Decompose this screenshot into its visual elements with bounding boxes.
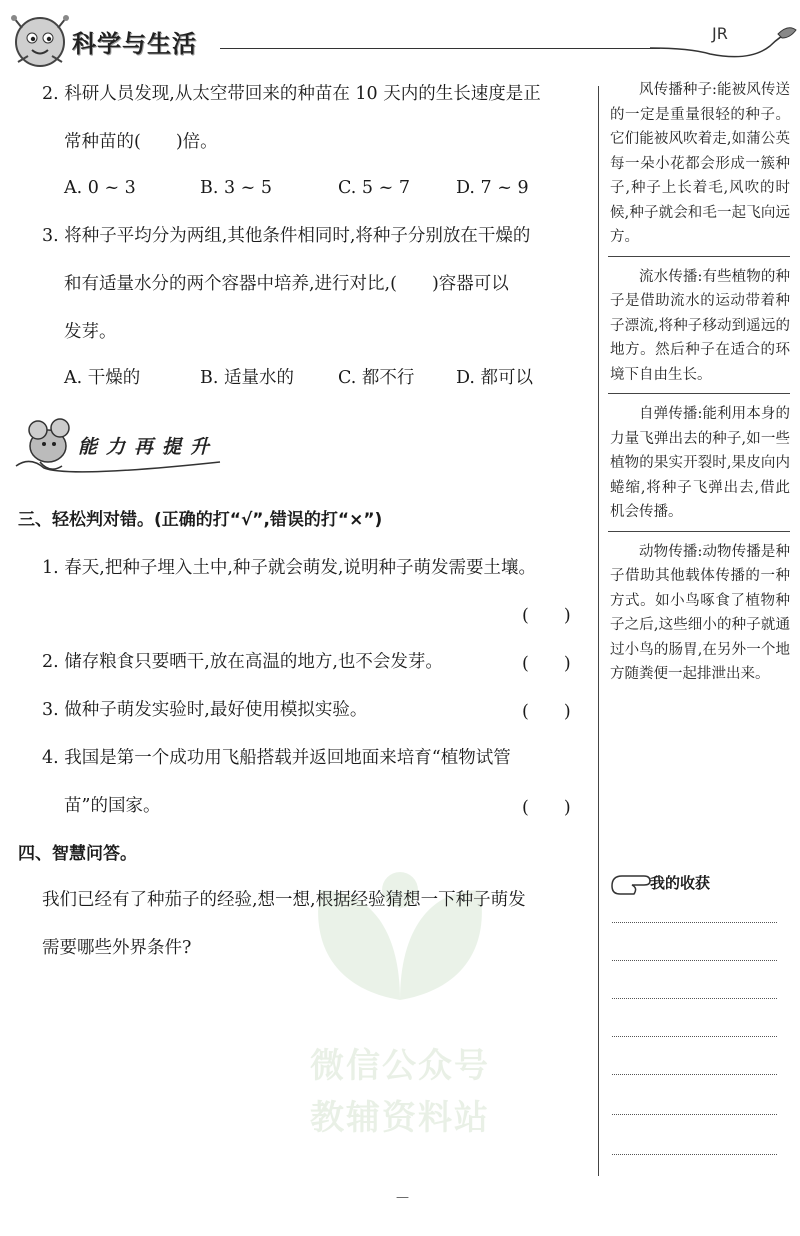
watermark-leaf-icon: [300, 850, 500, 1050]
section-banner-title: 能力再提升: [78, 436, 219, 458]
s3-item2-answer-paren: ( ): [522, 654, 571, 674]
harvest-write-line[interactable]: [612, 1036, 777, 1037]
s4-question-line2: 需要哪些外界条件?: [42, 938, 192, 958]
tip-wind: 风传播种子:能被风传送的一定是重量很轻的种子。它们能被风吹着走,如蒲公英每一朵小花都会形成一簇种子,种子上长着毛,风吹的时候,种子就会和毛一起飞向远方。: [610, 82, 790, 245]
header-code: JR: [712, 24, 728, 43]
mascot-logo-icon: [8, 10, 72, 72]
column-divider: [598, 86, 599, 1176]
sidebar-separator: [608, 393, 790, 394]
header-rule: [220, 48, 660, 49]
harvest-write-line[interactable]: [612, 998, 777, 999]
q3-line3: 发芽。: [64, 322, 117, 342]
q3-line2: 和有适量水分的两个容器中培养,进行对比,( )容器可以: [64, 274, 509, 294]
s3-item1-text: 1. 春天,把种子埋入土中,种子就会萌发,说明种子萌发需要土壤。: [42, 558, 536, 578]
q2-option-b: B. 3 ~ 5: [200, 178, 273, 198]
watermark-line1: 微信公众号: [310, 1046, 490, 1086]
tip-self: 自弹传播:能利用本身的力量飞弹出去的种子,如一些植物的果实开裂时,果皮向内蜷缩,将种子飞弹出去,借此机会传播。: [610, 406, 790, 520]
page-number: —: [396, 1190, 409, 1205]
q2-option-d: D. 7 ~ 9: [456, 178, 529, 198]
harvest-write-line[interactable]: [612, 1114, 777, 1115]
watermark-line2: 教辅资料站: [310, 1098, 490, 1138]
section3-heading: 三、轻松判对错。(正确的打“√”,错误的打“×”): [18, 510, 383, 530]
s3-item2-text: 2. 储存粮食只要晒干,放在高温的地方,也不会发芽。: [42, 652, 443, 672]
section4-heading: 四、智慧问答。: [18, 844, 137, 864]
s3-item3-answer-paren: ( ): [522, 702, 571, 722]
tip-animal: 动物传播:动物传播是种子借助其他载体传播的一种方式。如小鸟啄食了植物种子之后,这些细小的种子就通过小鸟的肠胃,在另外一个地方随粪便一起排泄出来。: [610, 543, 790, 682]
q2-line2: 常种苗的( )倍。: [64, 132, 218, 152]
harvest-write-line[interactable]: [612, 1074, 777, 1075]
harvest-write-line[interactable]: [612, 922, 777, 923]
q3-line1: 3. 将种子平均分为两组,其他条件相同时,将种子分别放在干燥的: [42, 226, 531, 246]
q3-option-a: A. 干燥的: [64, 368, 141, 388]
harvest-label: 我的收获: [650, 874, 711, 892]
s3-item4-answer-paren: ( ): [522, 798, 571, 818]
s3-item1-answer-paren: ( ): [522, 606, 571, 626]
book-title: 科学与生活: [72, 30, 197, 58]
q2-line1: 2. 科研人员发现,从太空带回来的种苗在 10 天内的生长速度是正: [42, 84, 541, 104]
s3-item4-line1: 4. 我国是第一个成功用飞船搭载并返回地面来培育“植物试管: [42, 748, 511, 768]
tip-water: 流水传播:有些植物的种子是借助流水的运动带着种子漂流,将种子移动到遥远的地方。然后种子在适合的环境下自由生长。: [610, 268, 790, 383]
harvest-write-line[interactable]: [612, 960, 777, 961]
s4-question-line1: 我们已经有了种茄子的经验,想一想,根据经验猜想一下种子萌发: [42, 890, 526, 910]
sidebar-separator: [608, 256, 790, 257]
s3-item4-line2: 苗”的国家。: [64, 796, 161, 816]
harvest-write-line[interactable]: [612, 1154, 777, 1155]
q2-option-a: A. 0 ~ 3: [64, 178, 136, 198]
q3-option-d: D. 都可以: [456, 368, 534, 388]
sidebar-tips: [610, 78, 790, 687]
q3-option-c: C. 都不行: [338, 368, 415, 388]
q2-option-c: C. 5 ~ 7: [338, 178, 410, 198]
q3-option-b: B. 适量水的: [200, 368, 294, 388]
s3-item3-text: 3. 做种子萌发实验时,最好使用模拟实验。: [42, 700, 368, 720]
sidebar-separator: [608, 531, 790, 532]
